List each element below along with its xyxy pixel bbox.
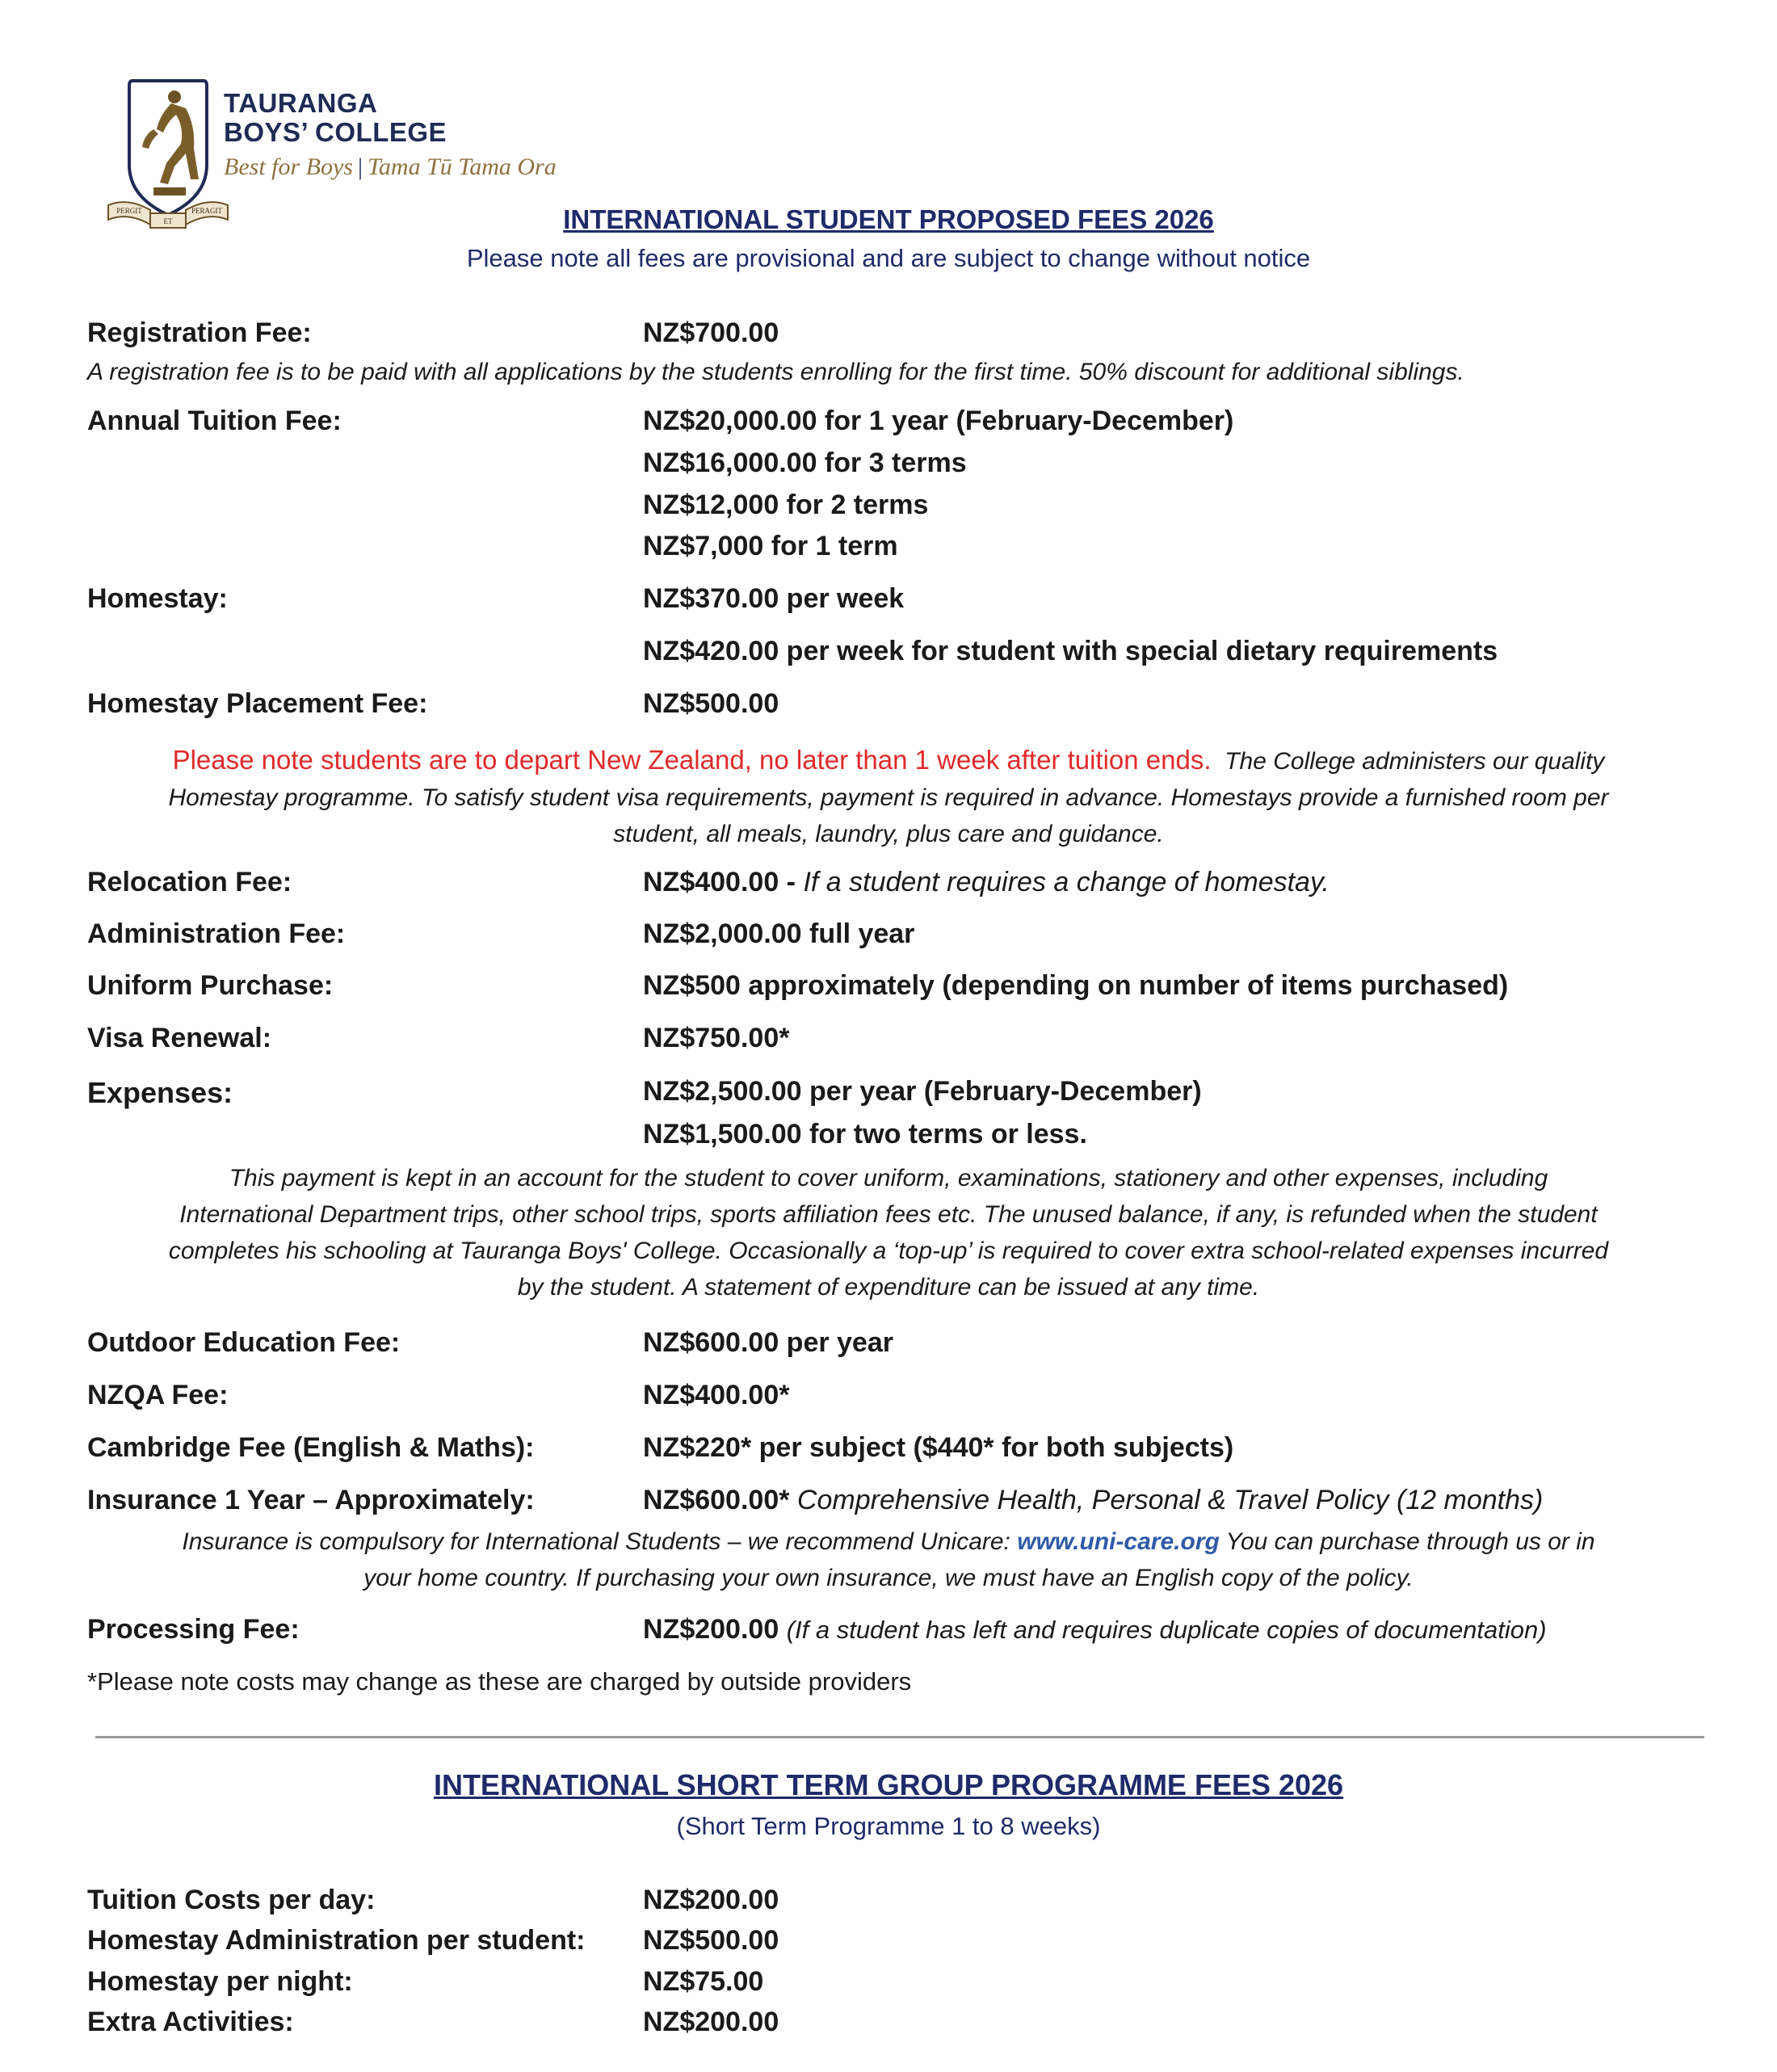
crest-banner-mid: ET xyxy=(163,217,173,225)
short-term-label: Extra Activities: xyxy=(87,2007,294,2037)
nzqa-fee-value: NZ$400.00* xyxy=(643,1380,790,1410)
outdoor-education-label: Outdoor Education Fee: xyxy=(87,1327,401,1358)
cost-footnote: *Please note costs may change as these are charged by outside providers xyxy=(87,1667,912,1696)
nzqa-fee-label: NZQA Fee: xyxy=(87,1380,229,1410)
short-term-value: NZ$200.00 xyxy=(643,1885,779,1915)
registration-fee-label: Registration Fee: xyxy=(87,317,312,348)
processing-fee-note: (If a student has left and requires duplicate copies of documentation) xyxy=(786,1616,1547,1644)
homestay-placement-label: Homestay Placement Fee: xyxy=(87,688,428,719)
cambridge-fee-label: Cambridge Fee (English & Maths): xyxy=(87,1432,535,1463)
processing-fee-label: Processing Fee: xyxy=(87,1614,300,1645)
school-name-line2: BOYS’ COLLEGE xyxy=(224,117,447,147)
crest-banner-right: PERAGIT xyxy=(191,207,222,215)
section-divider xyxy=(95,1736,1704,1738)
section2-subtitle: (Short Term Programme 1 to 8 weeks) xyxy=(676,1812,1101,1840)
motto-maori: Tama Tū Tama Ora xyxy=(368,153,557,180)
short-term-label: Homestay Administration per student: xyxy=(87,1925,586,1956)
homestay-label: Homestay: xyxy=(87,583,228,614)
section1-title: INTERNATIONAL STUDENT PROPOSED FEES 2026 xyxy=(563,204,1214,234)
tuition-fee-value-3: NZ$12,000 for 2 terms xyxy=(643,490,929,520)
processing-fee-value xyxy=(643,1614,1547,1645)
insurance-note-line2: your home country. If purchasing your own insurance, we must have an English copy of the policy. xyxy=(363,1565,1414,1591)
relocation-fee-label: Relocation Fee: xyxy=(87,867,292,897)
unicare-link[interactable]: www.uni-care.org xyxy=(1017,1528,1220,1555)
expenses-value-2: NZ$1,500.00 for two terms or less. xyxy=(643,1119,1087,1149)
insurance-label: Insurance 1 Year – Approximately: xyxy=(87,1485,535,1515)
visa-renewal-label: Visa Renewal: xyxy=(87,1023,272,1053)
short-term-label: Homestay per night: xyxy=(87,1966,353,1997)
uniform-purchase-label: Uniform Purchase: xyxy=(87,970,334,1001)
outdoor-education-value: NZ$600.00 per year xyxy=(643,1327,893,1358)
short-term-value: NZ$75.00 xyxy=(643,1966,764,1997)
section1-subtitle: Please note all fees are provisional and are subject to change without notice xyxy=(466,244,1311,272)
expenses-note xyxy=(81,1160,1696,1305)
expenses-label: Expenses: xyxy=(87,1076,233,1109)
homestay-note-line1 xyxy=(81,742,1696,780)
tuition-fee-value-2: NZ$16,000.00 for 3 terms xyxy=(643,448,967,478)
expenses-note-line2: International Department trips, other school trips, sports affiliation fees etc. The unused balance, if any, is refunded when the student xyxy=(179,1201,1598,1228)
insurance-policy-note: Comprehensive Health, Personal & Travel Policy (12 months) xyxy=(796,1485,1544,1515)
processing-fee-amount: NZ$200.00 xyxy=(643,1614,779,1645)
homestay-value-2: NZ$420.00 per week for student with special dietary requirements xyxy=(643,636,1498,666)
administration-fee-label: Administration Fee: xyxy=(87,918,346,949)
insurance-note xyxy=(81,1524,1696,1596)
homestay-value-1: NZ$370.00 per week xyxy=(643,583,905,614)
tuition-fee-label: Annual Tuition Fee: xyxy=(87,406,342,436)
expenses-note-line4: by the student. A statement of expenditure can be issued at any time. xyxy=(517,1274,1260,1301)
insurance-note-text-after: You can purchase through us or in xyxy=(1225,1528,1595,1555)
cambridge-fee-value: NZ$220* per subject ($440* for both subjects) xyxy=(643,1432,1234,1463)
school-motto xyxy=(224,153,557,181)
uniform-purchase-value: NZ$500 approximately (depending on number of items purchased) xyxy=(643,970,1509,1001)
motto-english: Best for Boys xyxy=(224,153,353,180)
short-term-value: NZ$200.00 xyxy=(643,2007,779,2037)
homestay-note-line1-text: The College administers our quality xyxy=(1225,748,1605,775)
homestay-note-line3: student, all meals, laundry, plus care and guidance. xyxy=(613,821,1164,847)
school-name-line1: TAURANGA xyxy=(224,88,378,118)
departure-warning: Please note students are to depart New Zealand, no later than 1 week after tuition ends. xyxy=(172,745,1212,775)
short-term-label: Tuition Costs per day: xyxy=(87,1885,376,1915)
homestay-note xyxy=(81,742,1696,852)
expenses-note-line1: This payment is kept in an account for the student to cover uniform, examinations, stationery and other expenses, including xyxy=(229,1165,1548,1192)
motto-separator: | xyxy=(357,153,363,180)
expenses-note-line3: completes his schooling at Tauranga Boys' College. Occasionally a ‘top-up’ is required to cover extra school-related expenses incurred xyxy=(168,1238,1609,1264)
insurance-value xyxy=(643,1485,1543,1516)
insurance-note-line1 xyxy=(81,1524,1696,1560)
expenses-value-1: NZ$2,500.00 per year (February-December) xyxy=(643,1076,1202,1107)
insurance-note-text: Insurance is compulsory for International Students – we recommend Unicare: xyxy=(182,1528,1010,1555)
tuition-fee-value-1: NZ$20,000.00 for 1 year (February-December) xyxy=(643,406,1234,436)
relocation-fee-value xyxy=(643,867,1330,898)
visa-renewal-value: NZ$750.00* xyxy=(643,1023,790,1053)
tuition-fee-value-4: NZ$7,000 for 1 term xyxy=(643,531,898,561)
short-term-value: NZ$500.00 xyxy=(643,1925,779,1956)
registration-fee-note: A registration fee is to be paid with all applications by the students enrolling for the first time. 50% discount for additional siblings. xyxy=(87,359,1464,385)
homestay-placement-value: NZ$500.00 xyxy=(643,688,779,719)
section2-title: INTERNATIONAL SHORT TERM GROUP PROGRAMME FEES 2026 xyxy=(433,1768,1344,1801)
school-name-block xyxy=(224,89,557,181)
registration-fee-value: NZ$700.00 xyxy=(643,317,779,348)
relocation-fee-note: If a student requires a change of homestay. xyxy=(803,867,1330,897)
relocation-fee-amount: NZ$400.00 - xyxy=(643,867,796,897)
insurance-amount: NZ$600.00* xyxy=(643,1485,790,1515)
crest-banner-left: PERGIT xyxy=(116,207,142,215)
administration-fee-value: NZ$2,000.00 full year xyxy=(643,918,915,949)
homestay-note-line2: Homestay programme. To satisfy student visa requirements, payment is required in advance. Homestays provide a furnished room per xyxy=(168,784,1609,811)
